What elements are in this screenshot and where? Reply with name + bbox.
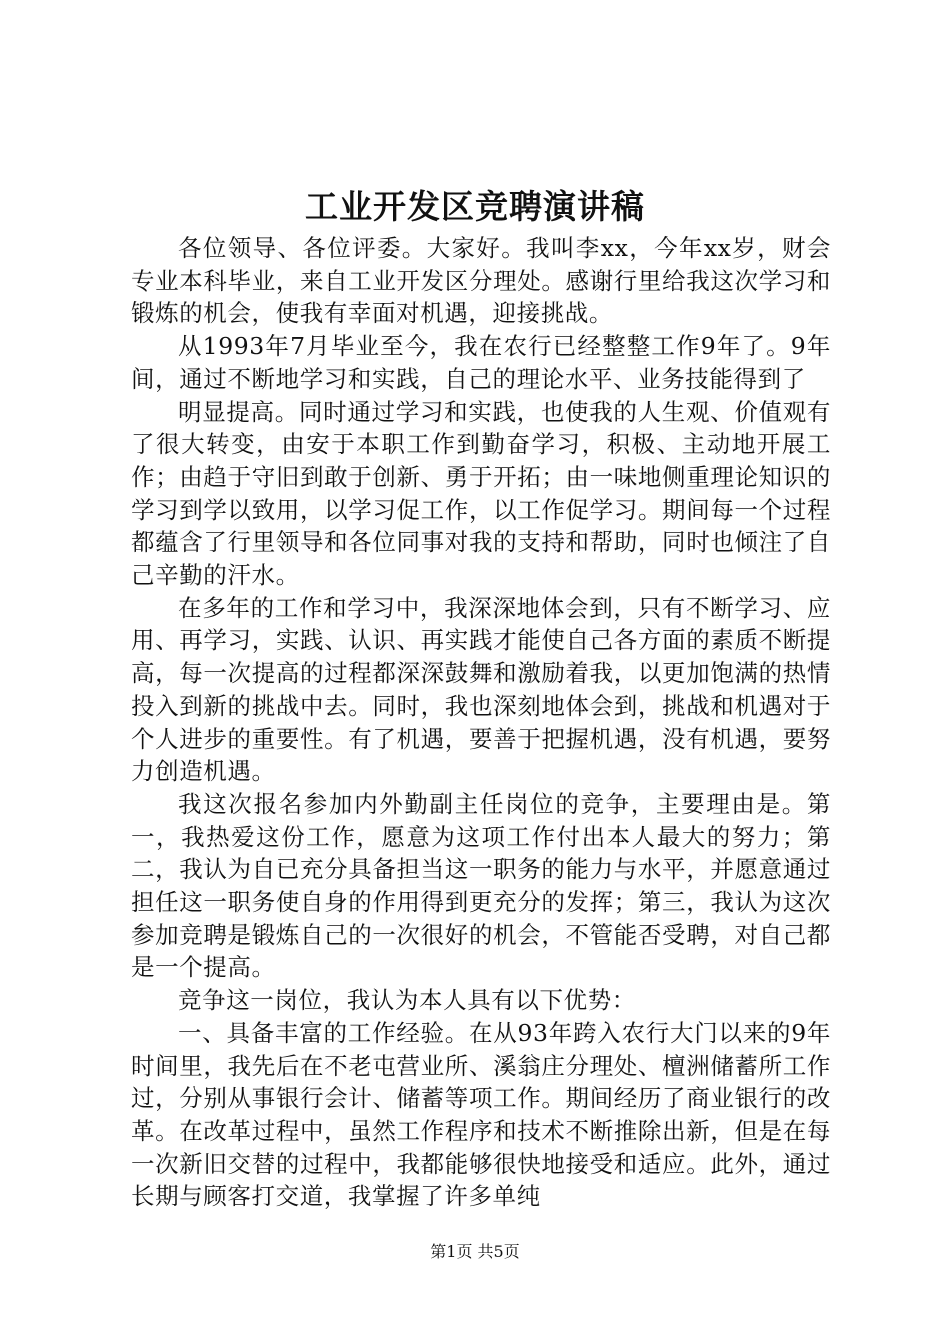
paragraph-work-history: 从1993年7月毕业至今，我在农行已经整整工作9年了。9年间，通过不断地学习和实践，自己的理论水平、业务技能得到了 — [131, 332, 831, 393]
paragraph-advantages-intro: 竞争这一岗位，我认为本人具有以下优势： — [178, 986, 636, 1015]
paragraph-greeting: 各位领导、各位评委。大家好。我叫李xx，今年xx岁，财会专业本科毕业，来自工业开发区分理处。感谢行里给我这次学习和锻炼的机会，使我有幸面对机遇，迎接挑战。 — [131, 234, 831, 328]
paragraph-experience-reflection: 在多年的工作和学习中，我深深地体会到，只有不断学习、应用、再学习，实践、认识、再实践才能使自己各方面的素质不断提高，每一次提高的过程都深深鼓舞和激励着我，以更加饱满的热情投入到新的挑战中去。同时，我也深刻地体会到，挑战和机遇对于个人进步的重要性。有了机遇，要善于把握机遇，没有机遇，要努力创造机遇。 — [131, 593, 831, 786]
page-number: 第1页 共5页 — [430, 1242, 520, 1261]
document-title: 工业开发区竞聘演讲稿 — [305, 187, 645, 226]
document-body — [131, 232, 831, 1213]
paragraph-improvement: 明显提高。同时通过学习和实践，也使我的人生观、价值观有了很大转变，由安于本职工作到勤奋学习，积极、主动地开展工作；由趋于守旧到敢于创新、勇于开拓；由一味地侧重理论知识的学习到学以致用，以学习促工作，以工作促学习。期间每一个过程都蕴含了行里领导和各位同事对我的支持和帮助，同时也倾注了自己辛勤的汗水。 — [131, 397, 831, 590]
paragraph-advantage-one: 一、具备丰富的工作经验。在从93年跨入农行大门以来的9年时间里，我先后在不老屯营业所、溪翁庄分理处、檀洲储蓄所工作过，分别从事银行会计、储蓄等项工作。期间经历了商业银行的改革。在改革过程中，虽然工作程序和技术不断推除出新，但是在每一次新旧交替的过程中，我都能够很快地接受和适应。此外，通过长期与顾客打交道，我掌握了许多单纯 — [131, 1018, 831, 1211]
paragraph-reasons: 我这次报名参加内外勤副主任岗位的竞争，主要理由是。第一，我热爱这份工作，愿意为这项工作付出本人最大的努力；第二，我认为自已充分具备担当这一职务的能力与水平，并愿意通过担任这一职务使自身的作用得到更充分的发挥；第三，我认为这次参加竞聘是锻炼自己的一次很好的机会，不管能否受聘，对自己都是一个提高。 — [131, 789, 831, 982]
